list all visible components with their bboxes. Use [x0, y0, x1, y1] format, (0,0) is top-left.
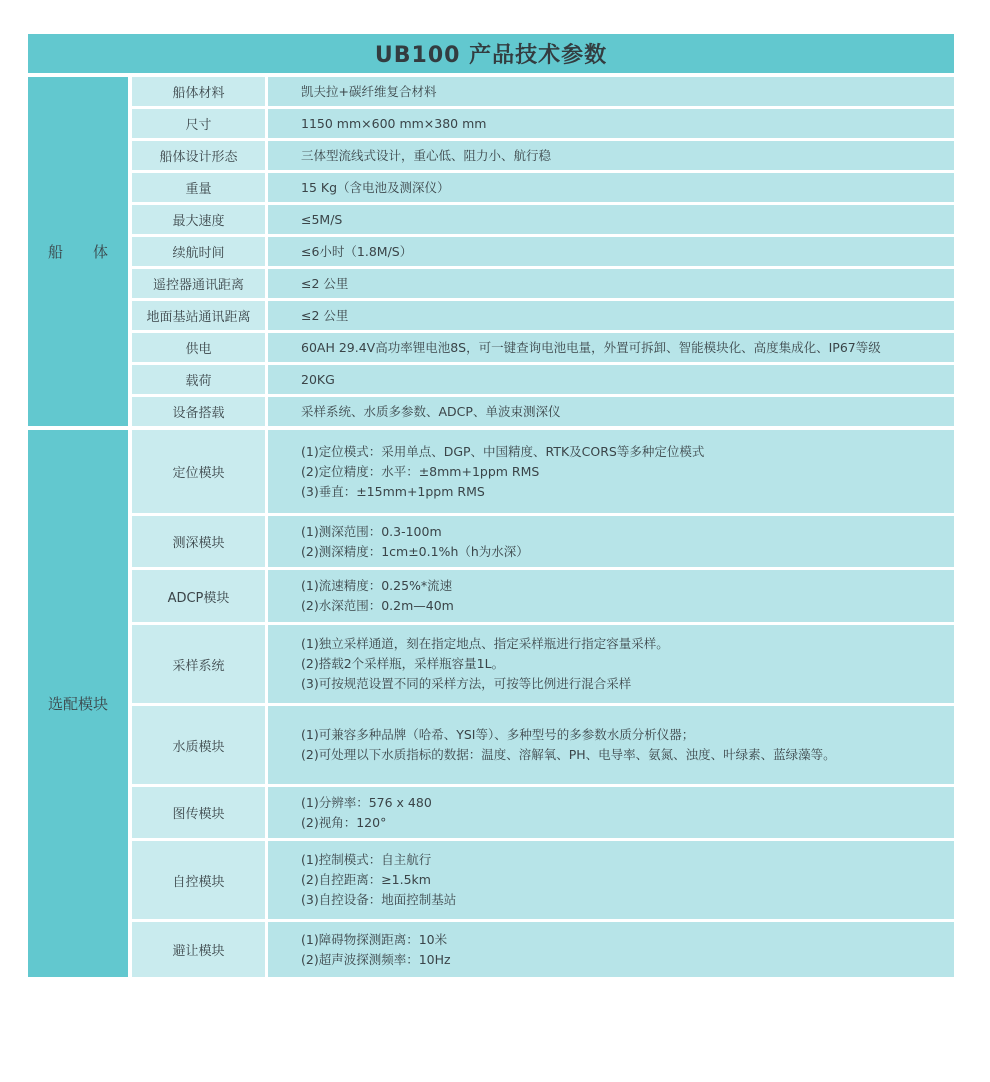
- spec-section: [28, 430, 954, 977]
- table-row: [132, 333, 954, 365]
- param-value-line: (2)超声波探测频率：10Hz: [301, 951, 451, 967]
- param-value: [268, 922, 954, 977]
- param-value: [268, 625, 954, 703]
- spec-sheet: [28, 34, 954, 977]
- param-value-line: ≤6小时（1.8M/S）: [301, 243, 413, 259]
- param-value-line: 三体型流线式设计，重心低、阻力小、航行稳: [301, 147, 552, 163]
- param-value: [268, 173, 954, 202]
- table-row: [132, 516, 954, 570]
- param-value-line: (1)流速精度：0.25%*流速: [301, 578, 453, 593]
- param-name: ADCP模块: [132, 570, 268, 622]
- param-name: 定位模块: [132, 430, 268, 513]
- param-name: 载荷: [132, 365, 268, 394]
- section-category: 选配模块: [28, 430, 132, 977]
- table-row: [132, 570, 954, 625]
- param-value: [268, 333, 954, 362]
- table-row: [132, 397, 954, 426]
- section-rows: [132, 77, 954, 426]
- param-value-line: (1)障碍物探测距离：10米: [301, 931, 448, 947]
- param-name: 采样系统: [132, 625, 268, 703]
- param-value: [268, 141, 954, 170]
- page-title-text: UB100 产品技术参数: [374, 43, 608, 68]
- param-value-line: (2)搭载2个采样瓶，采样瓶容量1L。: [301, 656, 505, 671]
- param-name: 船体设计形态: [132, 141, 268, 170]
- param-value-line: ≤2 公里: [301, 275, 349, 291]
- table-row: [132, 301, 954, 333]
- param-value-line: 60AH 29.4V高功率锂电池8S，可一键查询电池电量，外置可拆卸、智能模块化、高度集成化、IP67等级: [301, 339, 881, 355]
- table-row: [132, 365, 954, 397]
- spec-section: [28, 77, 954, 430]
- page-title: [28, 34, 954, 73]
- param-value-line: (1)控制模式：自主航行: [301, 852, 432, 867]
- param-name: 最大速度: [132, 205, 268, 234]
- param-name: 遥控器通讯距离: [132, 269, 268, 298]
- param-value-line: (2)定位精度：水平：±8mm+1ppm RMS: [301, 463, 540, 479]
- table-row: [132, 109, 954, 141]
- param-value-line: (2)测深精度：1cm±0.1%h（h为水深）: [301, 543, 529, 559]
- param-name: 船体材料: [132, 77, 268, 106]
- table-row: [132, 269, 954, 301]
- param-value-line: (1)独立采样通道，刻在指定地点、指定采样瓶进行指定容量采样。: [301, 636, 669, 651]
- param-value-line: 15 Kg（含电池及测深仪）: [301, 179, 450, 195]
- table-row: [132, 173, 954, 205]
- param-name: 地面基站通讯距离: [132, 301, 268, 330]
- param-name: 测深模块: [132, 516, 268, 567]
- param-name: 尺寸: [132, 109, 268, 138]
- param-name: 图传模块: [132, 787, 268, 838]
- param-value: [268, 841, 954, 919]
- table-row: [132, 787, 954, 841]
- param-value-line: (2)自控距离：≥1.5km: [301, 872, 431, 887]
- table-row: [132, 430, 954, 516]
- param-value: [268, 77, 954, 106]
- table-row: [132, 625, 954, 706]
- param-value: [268, 397, 954, 426]
- table-row: [132, 922, 954, 977]
- param-name: 重量: [132, 173, 268, 202]
- param-value-line: (3)自控设备：地面控制基站: [301, 892, 457, 907]
- table-row: [132, 205, 954, 237]
- param-value-line: (2)水深范围：0.2m—40m: [301, 598, 454, 613]
- param-value: [268, 516, 954, 567]
- param-value-line: (2)视角：120°: [301, 814, 387, 830]
- param-name: 水质模块: [132, 706, 268, 784]
- table-row: [132, 841, 954, 922]
- table-row: [132, 141, 954, 173]
- param-value: [268, 269, 954, 298]
- param-value-line: ≤2 公里: [301, 307, 349, 323]
- section-rows: [132, 430, 954, 977]
- spec-table: [28, 77, 954, 977]
- param-value: [268, 109, 954, 138]
- param-value-line: (1)定位模式：采用单点、DGP、中国精度、RTK及CORS等多种定位模式: [301, 443, 705, 459]
- section-category: 船 体: [28, 77, 132, 426]
- param-value-line: (3)垂直：±15mm+1ppm RMS: [301, 483, 485, 499]
- param-value-line: 20KG: [301, 371, 335, 387]
- table-row: [132, 77, 954, 109]
- param-value: [268, 706, 954, 784]
- param-value-line: (1)测深范围：0.3-100m: [301, 523, 442, 539]
- param-name: 设备搭载: [132, 397, 268, 426]
- param-value: [268, 301, 954, 330]
- param-value-line: (1)可兼容多种品牌（哈希、YSI等）、多种型号的多参数水质分析仪器；: [301, 727, 695, 742]
- param-value: [268, 570, 954, 622]
- param-value-line: (3)可按规范设置不同的采样方法，可按等比例进行混合采样: [301, 676, 632, 691]
- param-value-line: (2)可处理以下水质指标的数据：温度、溶解氧、PH、电导率、氨氮、浊度、叶绿素、蓝绿藻等。: [301, 747, 836, 762]
- param-value-line: 凯夫拉+碳纤维复合材料: [301, 83, 437, 99]
- param-name: 供电: [132, 333, 268, 362]
- table-row: [132, 706, 954, 787]
- param-value-line: 1150 mm×600 mm×380 mm: [301, 115, 487, 131]
- param-value: [268, 787, 954, 838]
- param-value-line: (1)分辨率：576 x 480: [301, 794, 432, 810]
- param-value-line: ≤5M/S: [301, 211, 343, 227]
- param-name: 自控模块: [132, 841, 268, 919]
- param-value: [268, 237, 954, 266]
- table-row: [132, 237, 954, 269]
- param-value: [268, 365, 954, 394]
- param-name: 避让模块: [132, 922, 268, 977]
- param-value: [268, 205, 954, 234]
- param-value: [268, 430, 954, 513]
- param-value-line: 采样系统、水质多参数、ADCP、单波束测深仪: [301, 403, 561, 419]
- param-name: 续航时间: [132, 237, 268, 266]
